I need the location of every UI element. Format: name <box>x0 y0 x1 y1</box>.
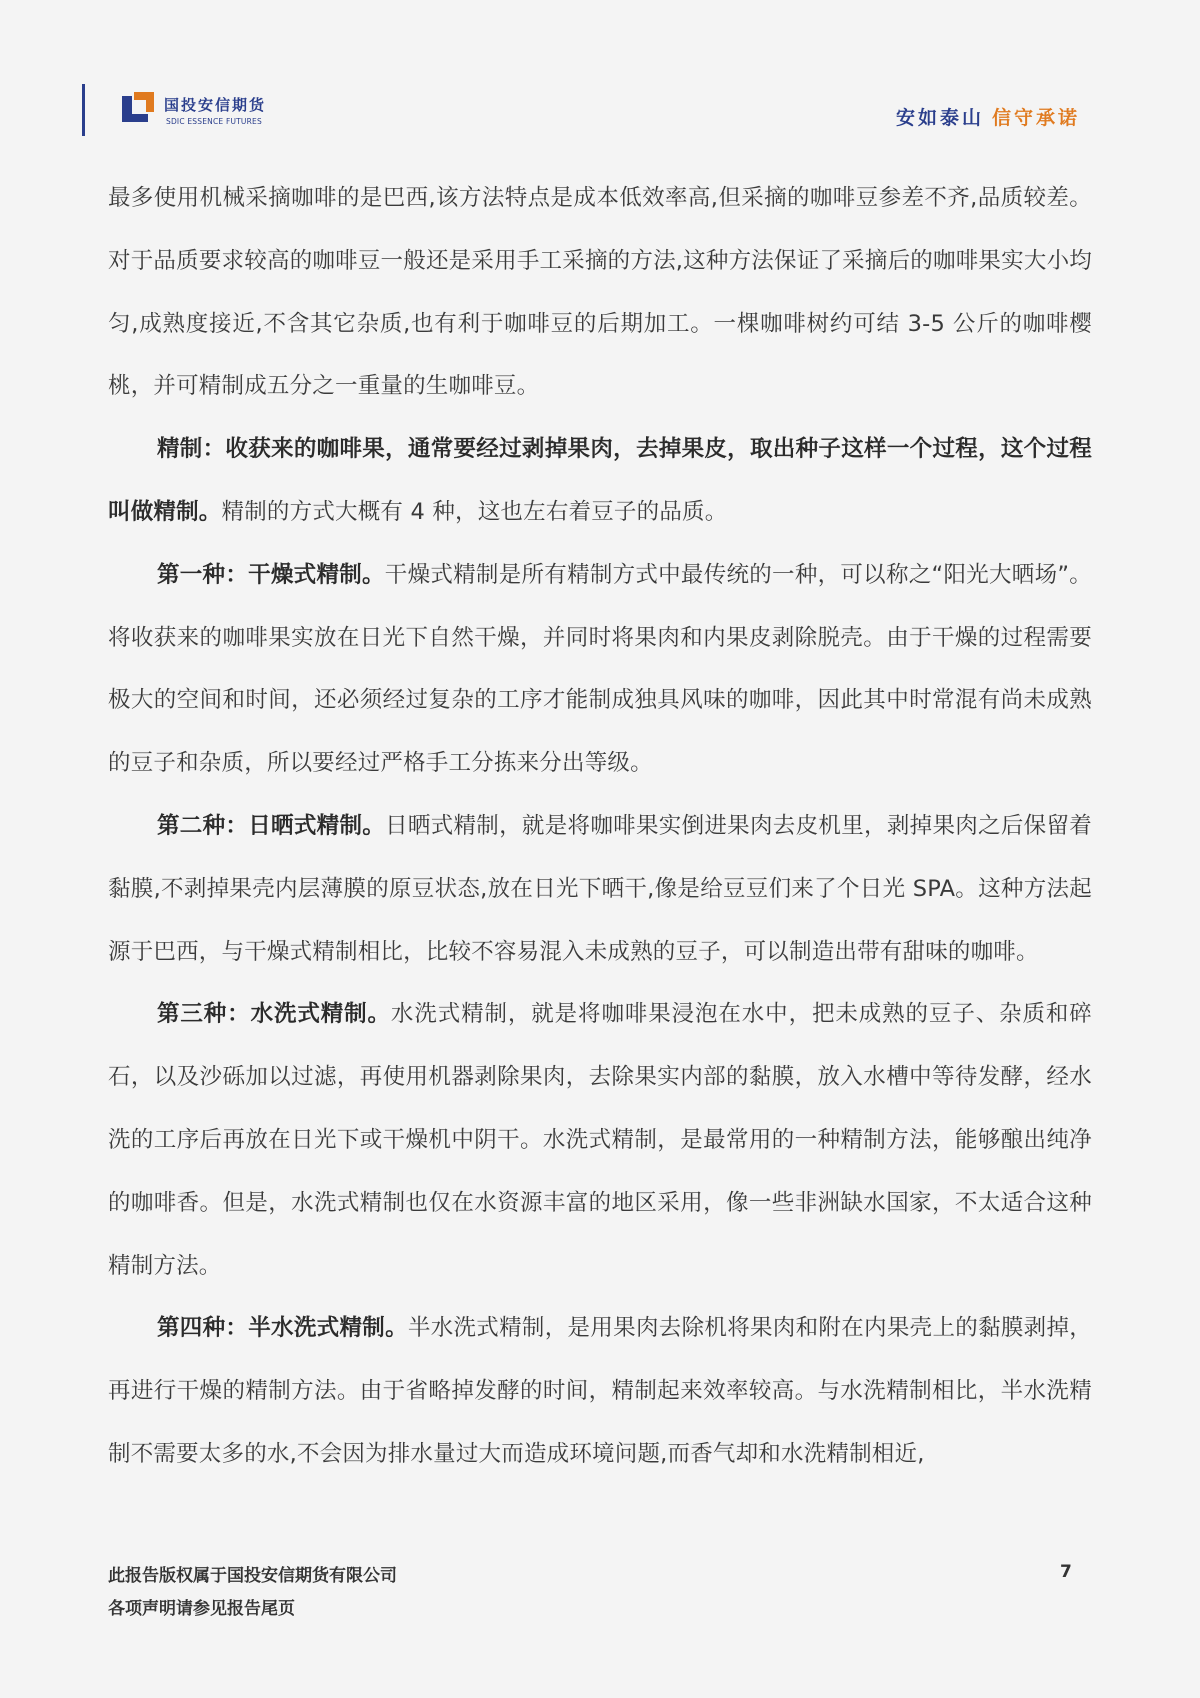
slogan-part-b: 信守承诺 <box>991 107 1080 129</box>
paragraph-method-2 <box>108 795 1092 983</box>
method-3-text: 水洗式精制，就是将咖啡果浸泡在水中，把未成熟的豆子、杂质和碎石，以及沙砾加以过滤，再使用机器剥除果肉，去除果实内部的黏膜，放入水槽中等待发酵，经水洗的工序后再放在日光下或干燥机中阴干。水洗式精制，是最常用的一种精制方法，能够酿出纯净的咖啡香。但是，水洗式精制也仅在水资源丰富的地区采用，像一些非洲缺水国家，不太适合这种精制方法。 <box>108 1001 1092 1279</box>
header-accent-bar <box>82 84 85 136</box>
method-1-heading: 第一种：干燥式精制。 <box>157 561 385 588</box>
method-3-heading: 第三种：水洗式精制。 <box>157 1001 391 1028</box>
method-1-text: 干燥式精制是所有精制方式中最传统的一种，可以称之“阳光大晒场”。将收获来的咖啡果实放在日光下自然干燥，并同时将果肉和内果皮剥除脱壳。由于干燥的过程需要极大的空间和时间，还必须经过复杂的工序才能制成独具风味的咖啡，因此其中时常混有尚未成熟的豆子和杂质，所以要经过严格手工分拣来分出等级。 <box>108 561 1092 777</box>
company-name-cn: 国投安信期货 <box>164 96 267 114</box>
company-name-en: SDIC ESSENCE FUTURES <box>166 117 262 126</box>
footer-disclaimer: 各项声明请参见报告尾页 <box>108 1599 295 1619</box>
method-4-heading: 第四种：半水洗式精制。 <box>157 1315 408 1342</box>
paragraph-method-3 <box>108 983 1092 1297</box>
method-2-text: 日晒式精制，就是将咖啡果实倒进果肉去皮机里，剥掉果肉之后保留着黏膜,不剥掉果壳内层薄膜的原豆状态,放在日光下晒干,像是给豆豆们来了个日光 SPA。这种方法起源于巴西，与干燥式精制相比，比较不容易混入未成熟的豆子，可以制造出带有甜味的咖啡。 <box>108 812 1092 965</box>
paragraph-refining-intro <box>108 418 1092 544</box>
body-content <box>108 167 1092 1486</box>
paragraph-method-1 <box>108 544 1092 795</box>
paragraph-refining-intro-heading: 精制：收获来的咖啡果，通常要经过剥掉果肉，去掉果皮，取出种子这样一个过程，这个过程叫做精制。 <box>108 436 1092 525</box>
slogan-part-a: 安如泰山 <box>895 107 984 129</box>
company-logo-icon <box>120 90 156 126</box>
method-4-text: 半水洗式精制，是用果肉去除机将果肉和附在内果壳上的黏膜剥掉，再进行干燥的精制方法。由于省略掉发酵的时间，精制起来效率较高。与水洗精制相比，半水洗精制不需要太多的水,不会因为排水量过大而造成环境问题,而香气却和水洗精制相近, <box>108 1315 1092 1467</box>
method-2-heading: 第二种：日晒式精制。 <box>157 812 386 839</box>
paragraph-harvest: 最多使用机械采摘咖啡的是巴西,该方法特点是成本低效率高,但采摘的咖啡豆参差不齐,品质较差。对于品质要求较高的咖啡豆一般还是采用手工采摘的方法,这种方法保证了采摘后的咖啡果实大小均匀,成熟度接近,不含其它杂质,也有利于咖啡豆的后期加工。一棵咖啡树约可结 3-5 公斤的咖啡樱桃，并可精制成五分之一重量的生咖啡豆。 <box>108 185 1092 400</box>
paragraph-refining-intro-text: 精制的方式大概有 4 种，这也左右着豆子的品质。 <box>221 498 728 525</box>
footer-notice <box>108 1560 397 1626</box>
header-slogan <box>896 106 1080 130</box>
paragraph-method-4 <box>108 1297 1092 1485</box>
page-number: 7 <box>1060 1562 1072 1582</box>
footer-copyright: 此报告版权属于国投安信期货有限公司 <box>108 1566 397 1586</box>
